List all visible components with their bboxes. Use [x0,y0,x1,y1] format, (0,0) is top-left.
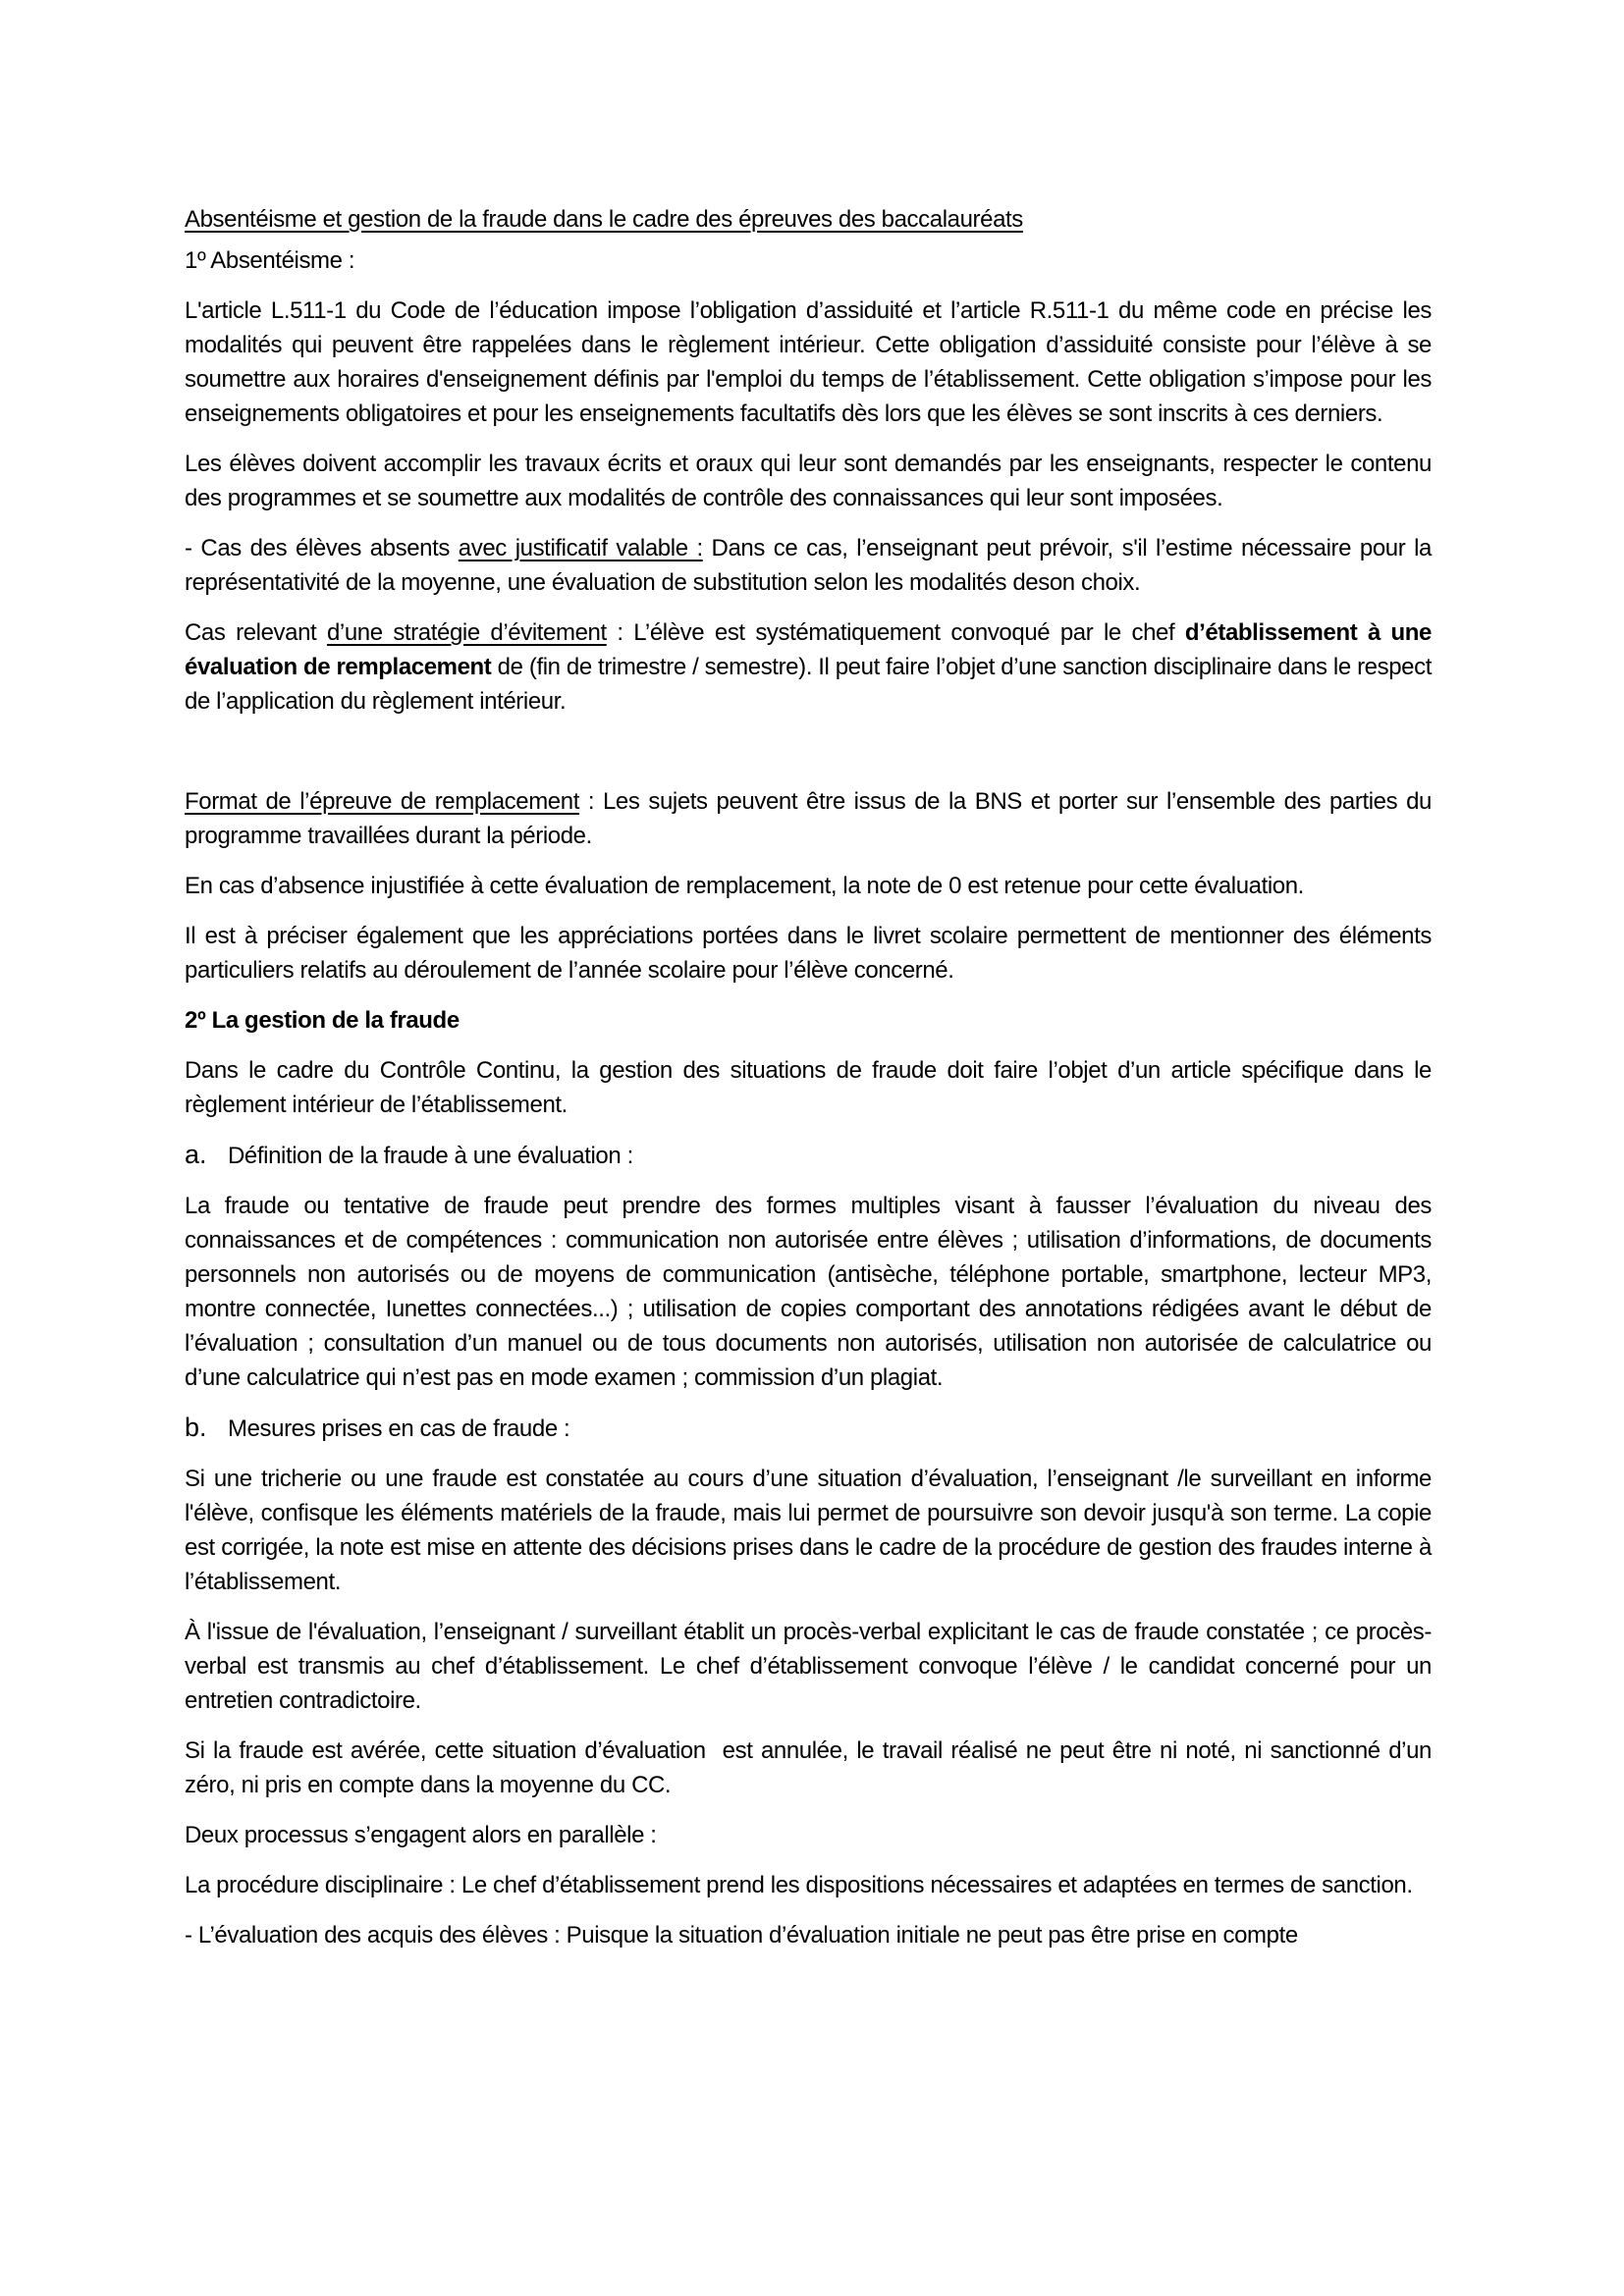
format-underlined: Format de l’épreuve de remplacement [185,788,579,815]
paragraph-proces-verbal: À l'issue de l'évaluation, l’enseignant / surveillant établit un procès-verbal explicitant le cas de fraude constatée ; ce procès-verbal est transmis au chef d’établissement. Le chef d’établissement convoque l’élève / le candidat concerné pour un entretien contradictoire. [185,1619,1432,1714]
evitement-pre: Cas relevant [185,619,327,646]
paragraph-article-l511: L'article L.511-1 du Code de l’éducation impose l’obligation d’assiduité et l’article R.511-1 du même code en précise les modalités qui peuvent être rappelées dans le règlement intérieur. Cette obligation d’assiduité consiste pour l’élève à se soumettre aux horaires d'enseignement définis par l'emploi du temps de l’établissement. Cette obligation s’impose pour les enseignements obligatoires et pour les enseignements facultatifs dès lors que les élèves se sont inscrits à ces derniers. [185,297,1432,427]
paragraph-livret-scolaire: Il est à préciser également que les appréciations portées dans le livret scolaire permettent de mentionner des éléments particuliers relatifs au déroulement de l’année scolaire pour l’élève concerné. [185,923,1432,984]
paragraph-fraude-averee: Si la fraude est avérée, cette situation d’évaluation est annulée, le travail réalisé ne peut être ni noté, ni sanctionné d’un zéro, ni pris en compte dans la moyenne du CC. [185,1737,1432,1798]
paragraph-justificatif-valable [185,531,1432,600]
paragraph-controle-continu: Dans le cadre du Contrôle Continu, la gestion des situations de fraude doit faire l’objet d’un article spécifique dans le règlement intérieur de l’établissement. [185,1057,1432,1118]
list-item-a-label: Définition de la fraude à une évaluation : [228,1143,633,1169]
list-item-a-marker: a. [185,1140,207,1169]
evitement-post: de (fin de trimestre / semestre). Il peut faire l’objet d’une sanction disciplinaire dans le respect de l’application du règlement intérieur. [185,654,1432,715]
list-item-a-heading [185,1138,1432,1173]
paragraph-definition-fraude: La fraude ou tentative de fraude peut prendre des formes multiples visant à fausser l’évaluation du niveau des connaissances et de compétences : communication non autorisée entre élèves ; utilisation d’informations, de documents personnels non autorisés ou de moyens de communication (antisèche, téléphone portable, smartphone, lecteur MP3, montre connectée, Iunettes connectées...) ; utilisation de copies comportant des annotations rédigées avant le début de l’évaluation ; consultation d’un manuel ou de tous documents non autorisés, utilisation non autorisée de calculatrice ou d’une calculatrice qui n’est pas en mode examen ; commission d’un plagiat. [185,1193,1432,1391]
paragraph-format-epreuve [185,784,1432,853]
justificatif-post: Dans ce cas, l’enseignant peut prévoir, s'il l’estime nécessaire pour la représentativité de la moyenne, une évaluation de substitution selon les modalités deson choix. [185,535,1432,596]
blank-paragraph [185,734,1432,769]
format-post: : Les sujets peuvent être issus de la BNS et porter sur l’ensemble des parties du programme travaillées durant la période. [185,788,1432,849]
justificatif-pre: - Cas des élèves absents [185,535,459,561]
evitement-bold: d’établissement à une évaluation de remplacement [185,619,1432,680]
paragraph-absence-injustifiee: En cas d’absence injustifiée à cette évaluation de remplacement, la note de 0 est retenue pour cette évaluation. [185,873,1304,899]
paragraph-evaluation-acquis: - L’évaluation des acquis des élèves : Puisque la situation d’évaluation initiale ne peut pas être prise en compte [185,1922,1298,1949]
section-1-heading: 1º Absentéisme : [185,247,355,274]
list-item-b-marker: b. [185,1413,207,1442]
paragraph-strategie-evitement [185,615,1432,719]
list-item-b-label: Mesures prises en cas de fraude : [228,1415,570,1442]
paragraph-tricherie-constatee: Si une tricherie ou une fraude est constatée au cours d’une situation d’évaluation, l’enseignant /le surveillant en informe l'élève, confisque les éléments matériels de la fraude, mais lui permet de poursuivre son devoir jusqu'à son terme. La copie est corrigée, la note est mise en attente des décisions prises dans le cadre de la procédure de gestion des fraudes interne à l’établissement. [185,1466,1432,1595]
evitement-mid: : L’élève est systématiquement convoqué par le chef [606,619,1185,646]
list-item-b-heading [185,1411,1432,1446]
evitement-underlined: d’une stratégie d’évitement [326,619,607,646]
section-2-heading: 2º La gestion de la fraude [185,1007,460,1034]
justificatif-underlined: avec justificatif valable : [458,535,703,561]
paragraph-deux-processus: Deux processus s’engagent alors en parallèle : [185,1822,657,1848]
document-title: Absentéisme et gestion de la fraude dans le cadre des épreuves des baccalauréats [185,206,1023,233]
paragraph-eleves-travaux: Les élèves doivent accomplir les travaux écrits et oraux qui leur sont demandés par les enseignants, respecter le contenu des programmes et se soumettre aux modalités de contrôle des connaissances qui leur sont imposées. [185,451,1432,511]
paragraph-procedure-disciplinaire: La procédure disciplinaire : Le chef d’établissement prend les dispositions nécessaires et adaptées en termes de sanction. [185,1872,1413,1898]
